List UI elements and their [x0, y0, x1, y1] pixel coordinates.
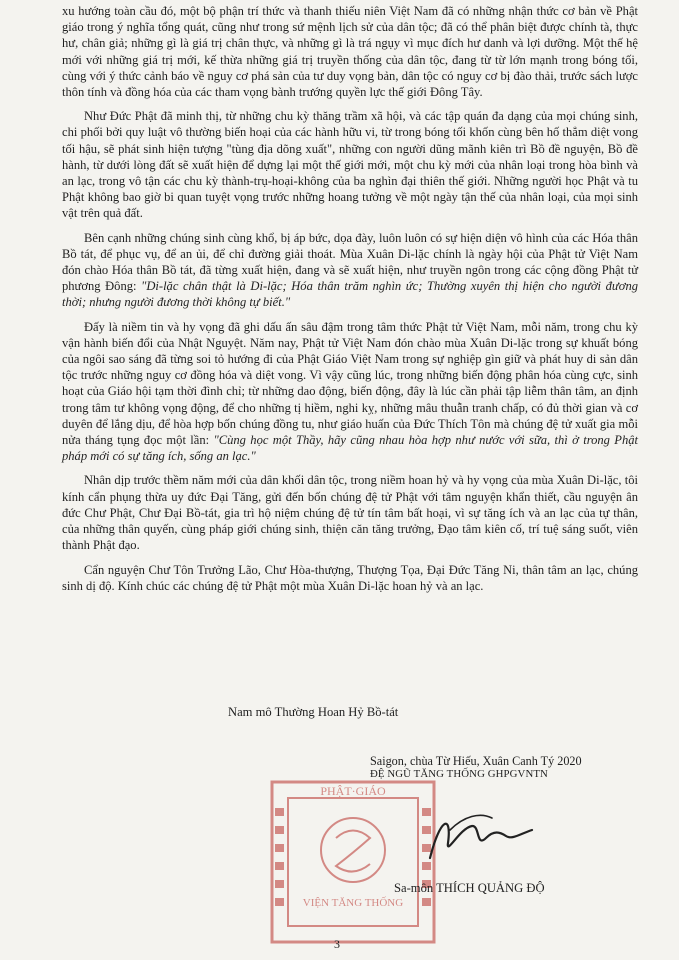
place-date: Saigon, chùa Từ Hiếu, Xuân Canh Tý 2020: [370, 754, 582, 768]
handwritten-signature: [420, 808, 540, 868]
seal-emblem-mark: [336, 831, 370, 872]
paragraph-text: Cẩn nguyện Chư Tôn Trưởng Lão, Chư Hòa-thượng, Thượng Tọa, Đại Đức Tăng Ni, thân tâm an lạc, chúng sinh dị độ. Kính chúc các chúng đệ tử Phật một mùa Xuân Di-lặc hoan hỷ và an lạc.: [62, 562, 638, 593]
office-title: ĐỆ NGŨ TĂNG THỐNG GHPGVNTN: [370, 768, 548, 780]
paragraph-1: [62, 3, 638, 100]
closing-invocation: Nam mô Thường Hoan Hỷ Bồ-tát: [228, 705, 399, 719]
signer-name: Sa-môn THÍCH QUẢNG ĐỘ: [394, 881, 545, 895]
paragraph-3: [62, 230, 638, 311]
scripture-quote: "Cùng học một Thầy, hãy cũng nhau hòa hợp như nước với sữa, thì ở trong Phật pháp mới có sự tăng ích, sống an lạc.": [62, 433, 638, 464]
letter-body: [62, 3, 638, 602]
paragraph-6: [62, 562, 638, 594]
page-number: 3: [334, 937, 340, 951]
paragraph-text: Bên cạnh những chúng sinh cùng khổ, bị áp bức, dọa đày, luôn luôn có sự hiện diện vô hình của các Hóa thân Bồ tát, để phục vụ, để an ủi, để chỉ đường giải thoát. Mùa Xuân Di-lặc chính là ngày hội của Phật tử Việt Nam đón chào Hóa thân Bồ tát, đã từng xuất hiện, đang và sẽ xuất hiện, như truyền ngôn trong các cộng đồng Phật tử phương Đông:: [62, 230, 638, 294]
paragraph-4: [62, 319, 638, 465]
paragraph-text: xu hướng toàn cầu đó, một bộ phận trí thức và thanh thiếu niên Việt Nam đã có những nhận thức cơ bản về Phật giáo trong ý nghĩa tổng quát, cũng như trong sứ mệnh lịch sử của dân tộc; đã có thể phân biệt được chính tà, thực hư, chân giả; những gì là giá trị chân thực, và những gì là trá ngụy vì mục đích hư danh và lợi dưỡng. Một thế hệ mới với những giá trị mới, kế thừa những giá trị truyền thống của dân tộc, đang từ từ lớn mạnh trong bóng tối, cùng với ý thức cảnh báo về nguy cơ phá sản của tư duy vọng bản, dân tộc có nguy cơ bị đào thải, trước sách lược thôn tính và đồng hóa của các tham vọng bành trướng quyền lực thế giới Đông Tây.: [62, 4, 638, 100]
seal-top-text: PHẬT·GIÁO: [320, 784, 386, 798]
paragraph-text: Nhân dịp trước thềm năm mới của dân khối dân tộc, trong niềm hoan hỷ và hy vọng của mùa Xuân Di-lặc, tôi kính cẩn phụng thừa uy đức Đại Tăng, gửi đến bốn chúng đệ tử Phật với tâm nguyện khẩn thiết, cầu nguyện ân đức Chư Phật, Chư Đại Bồ-tát, gia trì hộ niệm chúng đệ tử tín tâm bất hoại, vì sự tăng ích và an lạc của tự thân, của những thân quyến, cùng pháp giới chúng sinh, thiện căn tăng trưởng, Đạo tâm kiên cố, trí tuệ sáng suốt, viên thành Phật đạo.: [62, 473, 638, 553]
seal-center-text: VIỆN TĂNG THỐNG: [302, 897, 404, 909]
paragraph-text: Như Đức Phật đã minh thị, từ những chu kỳ thăng trầm xã hội, và các tập quán đa dạng của mọi chúng sinh, chi phối bởi quy luật vô thường biến hoại của các hành hữu vi, từ trong bóng tối khốn cùng bên hố thẳm diệt vong tối hậu, sẽ phát sinh hiện tượng "tùng địa dõng xuất", những con người dũng mãnh kiên trì Bồ đề nguyện, Bồ đề hành, từ dưới lòng đất sẽ xuất hiện để dựng lại một thế giới mới, một chu kỳ mới của nhân loại trong hòa bình và an lạc, trong vô tận các chu kỳ thành-trụ-hoại-không của ba nghìn đại thiên thế giới. Những người học Phật và tu Phật không bao giờ bi quan tuyệt vọng trước những hoang tưởng về một ngày tận thế của nhân loại, của mọi sinh vật trên quả đất.: [62, 109, 638, 221]
paragraph-2: [62, 108, 638, 221]
scripture-quote: "Di-lặc chân thật là Di-lặc; Hóa thân trăm nghìn ức; Thường xuyên thị hiện cho người đương thời; nhưng người đương thời không tự biết.": [62, 279, 638, 310]
paragraph-text: Đấy là niềm tin và hy vọng đã ghi dấu ấn sâu đậm trong tâm thức Phật tử Việt Nam, mỗi năm, trong chu kỳ vận hành biến đổi của Nhật Nguyệt. Năm nay, Phật tử Việt Nam đón chào mùa Xuân Di-lặc trong sự khuất bóng của ngôi sao sáng đã từng soi tỏ hướng đi của Phật Giáo Việt Nam trong sự nghiệp gìn giữ và phát huy di sản dân tộc trước những nguy cơ đồng hóa và diệt vong. Vì vậy cũng lúc, trong những biến động phân hóa cùng cực, sinh hoạt của Giáo hội tạm thời đình chỉ; từ những dao động, biến động, đây là lúc cần phải tập liễm thân tâm, an định trong tâm tư không vọng động, để cho những tị hiềm, nghi kỵ, những mâu thuẫn tranh chấp, có đủ thời gian và cơ duyên để lắng dịu, để hòa hợp bốn chúng đồng tu, như giáo huấn của Đức Thích Tôn mà chúng đệ tử xuất gia mỗi nửa tháng tụng đọc một lần:: [62, 319, 638, 448]
red-seal-stamp: [268, 778, 438, 946]
paragraph-5: [62, 472, 638, 553]
seal-outer-border: [272, 782, 434, 942]
